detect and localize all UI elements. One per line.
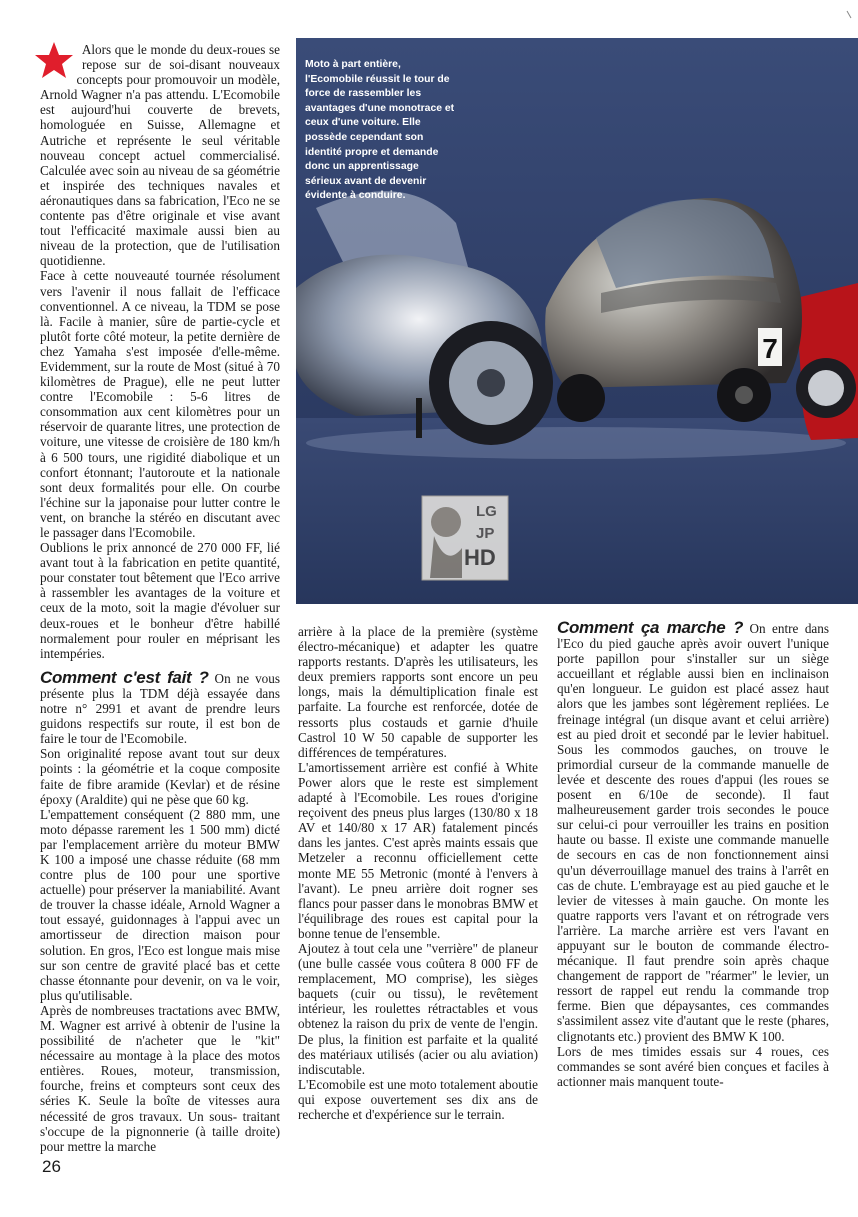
section-heading: Comment c'est fait ? bbox=[40, 667, 209, 687]
section-heading: Comment ça marche ? bbox=[557, 618, 744, 637]
article-column-1 bbox=[40, 42, 280, 1154]
intro-paragraph-2: Face à cette nouveauté tournée résolument vers l'avenir il nous fallait de l'efficace conventionnel. A ce niveau, la TDM se pose là. Facile à manier, sûre de partie-cycle et plutôt forte côté moteur, la petite dernière de chez Yamaha s'est imposée d'elle-même. Evidemment, sur la route de Most (situé à 70 kilomètres de Prague), elle ne peut lutter contre l'Ecomobile : 5-6 litres de consommation aux cent kilomètres pour un réservoir de quarante litres, une protection de voiture, une vitesse de croisière de 180 km/h à 6 500 tours, une rigidité diabolique et un confort étonnant; l'autoroute et la nationale sont deux formalités pour elle. On courbe l'échine sur la japonaise pour lutter contre le vent, on branche la stéréo en discutant avec le passager dans l'Ecomobile. bbox=[40, 268, 280, 540]
plate-number: 7 bbox=[762, 333, 778, 364]
section-comment-fait bbox=[40, 667, 281, 747]
watermark-logo bbox=[422, 496, 508, 580]
svg-text:JP: JP bbox=[476, 525, 495, 542]
red-star-icon bbox=[34, 40, 74, 80]
page-number: 26 bbox=[42, 1157, 61, 1176]
intro-paragraph-3: Oublions le prix annoncé de 270 000 FF, lié avant tout à la fabrication en petite quantité, pour constater tout bêtement que l'Eco arrive à rassembler les avantages de la voiture et ceux de la moto, soit la magie d'évoluer sur deux-roues et le bonheur d'être habillé normalement pour rouler en méprisant les intempéries. bbox=[40, 540, 280, 661]
svg-text:LG: LG bbox=[476, 503, 497, 520]
section-comment-ca-marche bbox=[557, 620, 829, 1044]
body-paragraph: Ajoutez à tout cela une "verrière" de planeur (une bulle cassée vous coûtera 8 000 FF de remplacement, MO comprise), les sièges baquets (cuir ou tissu), le revêtement intérieur, les roulettes rétractables et vous obtenez la raison du prix de vente de l'engin. De plus, la finition est parfaite et la qualité des matériaux utilisés (acier ou alu aviation) indiscutable. bbox=[298, 940, 538, 1077]
svg-text:HD: HD bbox=[464, 545, 496, 570]
body-paragraph: L'Ecomobile est une moto totalement aboutie qui expose ouvertement ses dix ans de recherche et d'expérience sur le terrain. bbox=[298, 1076, 538, 1122]
photo-caption: Moto à part entière, l'Ecomobile réussit le tour de force de rassembler les avantages d'une monotrace et ceux d'une voiture. Elle possède cependant son identité propre et demande donc un apprentissage sérieux avant de devenir évidente à conduire. bbox=[305, 59, 455, 202]
article-column-2 bbox=[298, 624, 538, 1122]
body-paragraph: Lors de mes timides essais sur 4 roues, ces commandes se sont avéré bien conçues et faciles à actionner mais manquent toute- bbox=[557, 1043, 829, 1089]
intro-paragraph-1: Alors que le monde du deux-roues se repose sur de soi-disant nouveaux concepts pour promouvoir un modèle, Arnold Wagner n'a pas attendu. L'Ecomobile est aujourd'hui couverte de brevets, homologuée en Suisse, Allemagne et Autriche et représente le seul véritable nouveau concept actuel commercialisé. Calculée avec soin au niveau de sa géométrie et inspirée des techniques navales et aéronautiques dans sa fabrication, l'Eco ne se contente pas d'être originale et vise avant tout l'efficacité maximale aussi bien au niveau de la protection, que de l'utilisation quotidienne. bbox=[40, 42, 280, 269]
body-paragraph: L'amortissement arrière est confié à White Power alors que le reste est simplement adapté à l'Ecomobile. Les roues d'origine reçoivent des pneus plus larges (130/80 x 18 AV et 140/80 x 17 AR) fatalement pincés dans les jantes. C'est après maints essais que Metzeler a reconnu officiellement cette monte ME 55 Metronic (monté à l'envers à l'avant). Le pneu arrière doit rogner ses flancs pour passer dans le monobras BMW et l'équilibrage des roues est capital pour la bonne tenue de l'ensemble. bbox=[298, 759, 538, 941]
section-lead-text: On entre dans l'Eco du pied gauche après avoir ouvert l'unique porte papillon pour s'installer sur un siège accueillant et réglable aussi bien en inclinaison qu'en longueur. Le guidon est placé assez haut alors que les jambes sont légèrement repliées. Le freinage intégral (un disque avant et celui arrière) est au pied droit et secondé par le levier habituel. Sous les commodos gauches, on trouve le primordial curseur de la commande manuelle de levée et descente des roues d'appui (les roues se posent en 6/10e de seconde). Il faut malheureusement garder trois secondes le pouce sur celui-ci pour verrouiller les trains en position haute ou basse. Il existe une commande manuelle de secours en cas de non fonctionnement ainsi qu'un déverrouillage manuel des trains à l'arrêt en cas de chute. L'embrayage est au pied gauche et le levier de vitesses à main gauche. On monte les quatre rapports vers l'avant et on rétrograde vers l'arrière. La marche arrière est vers l'avant en appuyant sur le bouton de commande électro-mécanique. Il faut prendre soin après chaque changement de rapport de "réarmer" le levier, un ressort de rappel eut rendu la commande trop ferme. Bien que dépaysantes, ces commandes s'assimilent assez vite d'autant que le reste (phares, clignotants etc.) provient des BMW K 100. bbox=[557, 621, 829, 1044]
section-lead-text: On ne vous présente plus la TDM déjà essayée dans notre n° 2991 et avant de prendre leurs guidons respectifs sur route, il est bon de faire le tour de l'Ecomobile. bbox=[40, 670, 281, 747]
body-paragraph: Après de nombreuses tractations avec BMW, M. Wagner est arrivé à obtenir de l'usine la possibilité de n'acheter que le "kit" nécessaire au montage à la place des motos entières. Roues, moteur, transmission, fourche, freins et compteurs sont ceux des séries K. Seule la boîte de vitesses aura nécessité de gros travaux. Un sous- traitant s'occupe de la pignonnerie (à taille droite) pour mettre la marche bbox=[40, 1002, 280, 1154]
article-column-3 bbox=[557, 620, 829, 1089]
body-paragraph: arrière à la place de la première (système électro-mécanique) et adapter les quatre rapports restants. D'après les utilisateurs, les deux premiers rapports sont encore un peu longs, mais la démultiplication finale est parfaite. La fourche est renforcée, dotée de ressorts plus costauds et garnie d'huile Castrol 10 W 50 capable de supporter les différences de températures. bbox=[298, 624, 538, 760]
scan-speck-icon bbox=[846, 10, 852, 20]
body-paragraph: L'empattement conséquent (2 880 mm, une moto dépasse rarement les 1 500 mm) dicté par l'emplacement arrière du moteur BMW K 100 a imposé une chasse réduite (68 mm contre plus de 100 pour une sportive actuelle) pour préserver la maniabilité. Avant de trouver la chasse idéale, Arnold Wagner a tout essayé, guidonnages à l'appui avec un amortisseur de direction maison pour solution. En gros, l'Eco est longue mais mise sur son centre de gravité placé bas et cette chasse étonnante pour devenir, on va le voir, plus qu'utilisable. bbox=[40, 806, 280, 1003]
body-paragraph: Son originalité repose avant tout sur deux points : la géométrie et la coque composite faite de fibre aramide (Kevlar) et de résine époxy (Araldite) qui ne pèse que 60 kg. bbox=[40, 746, 280, 807]
